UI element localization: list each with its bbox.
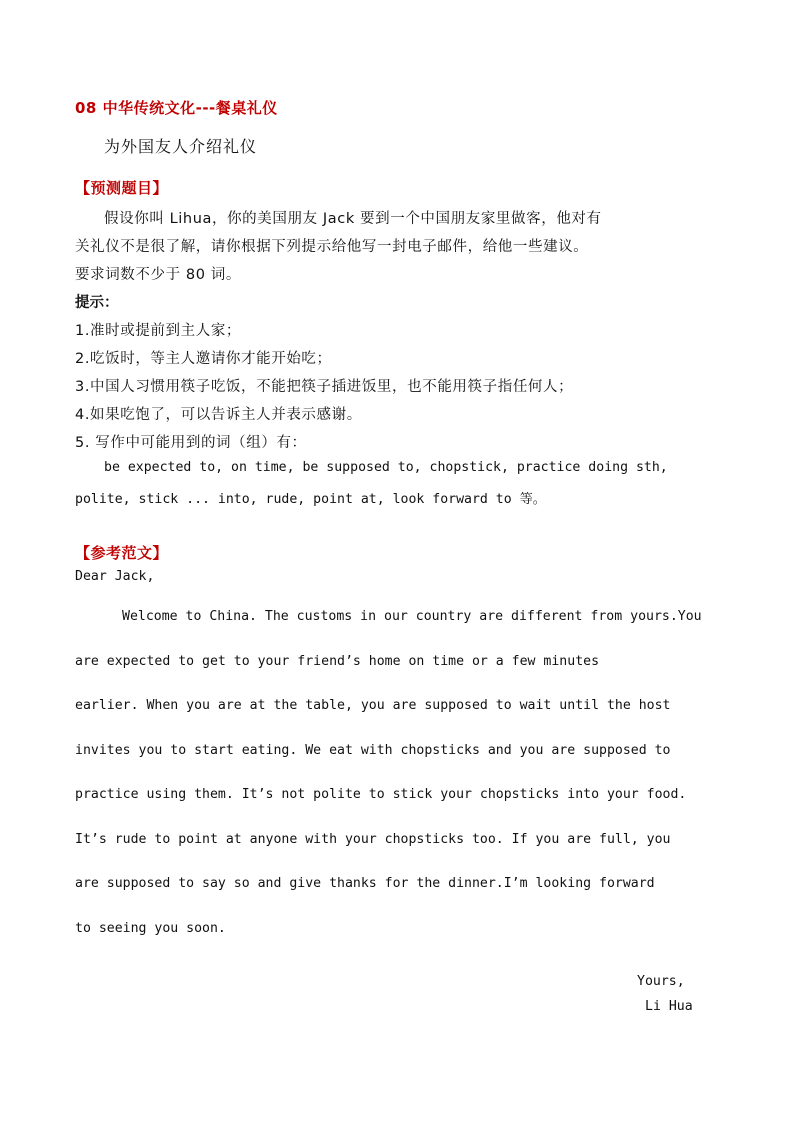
words-line-1: be expected to, on time, be supposed to, chopstick, practice doing sth,: [104, 460, 668, 475]
words-line-2: polite, stick ... into, rude, point at, look forward to 等。: [75, 492, 546, 507]
essay-line-8: to seeing you soon.: [75, 921, 226, 936]
hint-item-5: 5. 写作中可能用到的词（组）有：: [75, 435, 307, 451]
hint-item-1: 1.准时或提前到主人家；: [75, 323, 242, 339]
hints-label: 提示：: [75, 295, 119, 311]
prompt-line-3: 要求词数不少于 80 词。: [75, 267, 241, 283]
letter-greeting: Dear Jack,: [75, 569, 155, 584]
essay-line-5: practice using them. It’s not polite to stick your chopsticks into your food.: [75, 787, 687, 802]
sample-heading: 【参考范文】: [75, 544, 169, 562]
prompt-line-1: 假设你叫 Lihua，你的美国朋友 Jack 要到一个中国朋友家里做客，他对有: [104, 211, 602, 227]
letter-closing: Yours,: [637, 974, 685, 989]
essay-line-4: invites you to start eating. We eat with chopsticks and you are supposed to: [75, 743, 671, 758]
letter-signature: Li Hua: [645, 999, 693, 1014]
hint-item-4: 4.如果吃饱了，可以告诉主人并表示感谢。: [75, 407, 362, 423]
document-title: 08 中华传统文化---餐桌礼仪: [75, 99, 278, 117]
essay-line-6: It’s rude to point at anyone with your chopsticks too. If you are full, you: [75, 832, 671, 847]
essay-line-7: are supposed to say so and give thanks for the dinner.I’m looking forward: [75, 876, 655, 891]
essay-line-1: Welcome to China. The customs in our country are different from yours.You: [122, 609, 702, 624]
prediction-heading: 【预测题目】: [75, 179, 169, 197]
essay-line-2: are expected to get to your friend’s home on time or a few minutes: [75, 654, 600, 669]
hint-item-3: 3.中国人习惯用筷子吃饭，不能把筷子插进饭里，也不能用筷子指任何人；: [75, 379, 574, 395]
hint-item-2: 2.吃饭时，等主人邀请你才能开始吃；: [75, 351, 332, 367]
essay-line-3: earlier. When you are at the table, you are supposed to wait until the host: [75, 698, 671, 713]
document-subtitle: 为外国友人介绍礼仪: [104, 137, 258, 156]
prompt-line-2: 关礼仪不是很了解，请你根据下列提示给他写一封电子邮件，给他一些建议。: [75, 239, 589, 255]
